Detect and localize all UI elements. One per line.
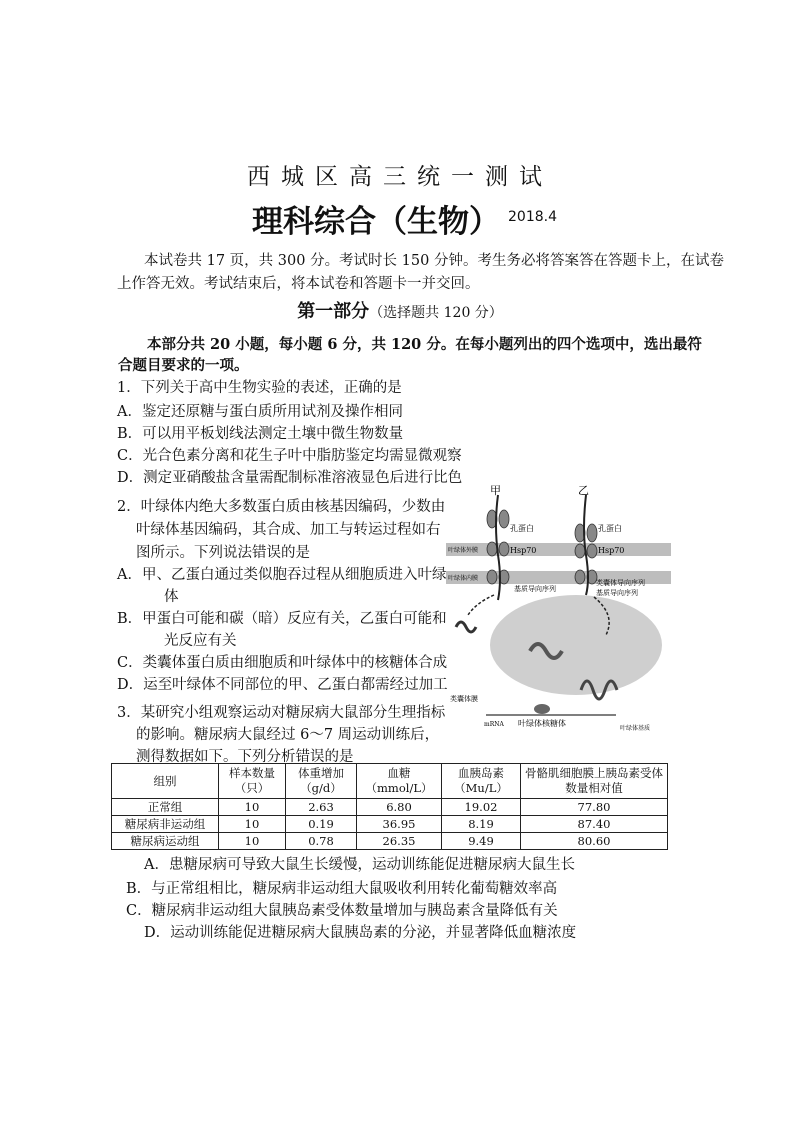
subject-title: 理科综合（生物） (252, 204, 500, 240)
cell: 77.80 (521, 799, 668, 816)
ribosome-shape (534, 704, 550, 714)
cell: 0.19 (286, 816, 357, 833)
folded-protein-1 (456, 622, 476, 632)
q2-option-c: C．类囊体蛋白质由细胞质和叶绿体中的核糖体合成 (117, 655, 448, 671)
part-note: （选择题共 120 分） (369, 305, 503, 321)
q2-option-a-2: 体 (164, 589, 179, 605)
table-header-row (112, 764, 668, 799)
q1-option-a: A．鉴定还原糖与蛋白质所用试剂及操作相同 (117, 404, 403, 420)
table-row (112, 816, 668, 833)
arrow-to-stroma (468, 595, 494, 615)
q1-option-b: B．可以用平板划线法测定土壤中微生物数量 (117, 426, 404, 442)
q1-option-d: D．测定亚硝酸盐含量需配制标准溶液显色后进行比色 (117, 470, 463, 486)
q3-stem-2: 的影响。糖尿病大鼠经过 6～7 周运动训练后， (136, 727, 440, 743)
label-kong-1: 孔蛋白 (510, 524, 534, 533)
cell: 9.49 (442, 833, 521, 850)
q1-stem: 1．下列关于高中生物实验的表述，正确的是 (117, 380, 402, 396)
cell: 6.80 (357, 799, 442, 816)
label-yi: 乙 (578, 485, 589, 497)
cell: 10 (219, 816, 286, 833)
cell: 糖尿病运动组 (112, 833, 219, 850)
q3-option-c: C．糖尿病非运动组大鼠胰岛素受体数量增加与胰岛素含量降低有关 (126, 903, 558, 919)
intro-line-1: 本试卷共 17 页，共 300 分。考试时长 150 分钟。考生务必将答案答在答题卡上，在试卷 (144, 253, 724, 269)
q3-stem-1: 3．某研究小组观察运动对糖尿病大鼠部分生理指标 (117, 705, 446, 721)
q2-option-d: D．运至叶绿体不同部位的甲、乙蛋白都需经过加工 (117, 677, 448, 693)
part-heading (0, 297, 800, 323)
cell: 80.60 (521, 833, 668, 850)
label-signal-3: 基质导向序列 (596, 589, 638, 597)
part-title: 第一部分 (297, 301, 370, 322)
cell: 10 (219, 833, 286, 850)
label-thylakoid-membrane: 类囊体膜 (450, 695, 478, 703)
cell: 正常组 (112, 799, 219, 816)
q2-stem-1: 2．叶绿体内绝大多数蛋白质由核基因编码，少数由 (117, 499, 446, 515)
label-kong-2: 孔蛋白 (598, 524, 622, 533)
cell: 19.02 (442, 799, 521, 816)
table-row (112, 799, 668, 816)
outer-membrane-band (446, 543, 671, 556)
q2-option-b-1: B．甲蛋白可能和碳（暗）反应有关，乙蛋白可能和 (117, 611, 447, 627)
cell: 0.78 (286, 833, 357, 850)
label-hsp-1: Hsp70 (510, 546, 537, 555)
label-mrna: mRNA (484, 721, 504, 728)
label-ribosome: 叶绿体核糖体 (518, 719, 566, 728)
cell: 36.95 (357, 816, 442, 833)
exam-date: 2018.4 (508, 209, 557, 225)
q1-option-c: C．光合色素分离和花生子叶中脂肪鉴定均需显微观察 (117, 448, 462, 464)
chloroplast-diagram (446, 485, 676, 735)
q2-stem-2: 叶绿体基因编码，其合成、加工与转运过程如右 (136, 522, 441, 538)
table-row (112, 833, 668, 850)
q2-option-a-1: A．甲、乙蛋白通过类似胞吞过程从细胞质进入叶绿 (117, 567, 447, 583)
label-signal-1: 基质导向序列 (514, 585, 556, 593)
intro-line-2: 上作答无效。考试结束后，将本试卷和答题卡一并交回。 (117, 276, 480, 292)
header-insulin: 血胰岛素（Mu/L） (442, 764, 521, 799)
header-weight: 体重增加（g/d） (286, 764, 357, 799)
page-title: 西城区高三统一测试 (247, 164, 553, 190)
label-stroma: 叶绿体基质 (620, 725, 651, 732)
q3-option-a: A．患糖尿病可导致大鼠生长缓慢，运动训练能促进糖尿病大鼠生长 (144, 857, 575, 873)
cell: 26.35 (357, 833, 442, 850)
label-jia: 甲 (490, 485, 501, 497)
cell: 糖尿病非运动组 (112, 816, 219, 833)
q3-data-table (111, 763, 668, 850)
cell: 2.63 (286, 799, 357, 816)
thylakoid-blob (490, 595, 662, 695)
label-inner-membrane: 叶绿体内膜 (448, 575, 479, 582)
label-hsp-2: Hsp70 (598, 546, 625, 555)
q3-option-d: D．运动训练能促进糖尿病大鼠胰岛素的分泌，并显著降低血糖浓度 (144, 925, 577, 941)
label-outer-membrane: 叶绿体外膜 (448, 547, 479, 554)
cell: 87.40 (521, 816, 668, 833)
cell: 10 (219, 799, 286, 816)
header-receptor: 骨骼肌细胞膜上胰岛素受体数量相对值 (521, 764, 668, 799)
q2-stem-3: 图所示。下列说法错误的是 (136, 545, 310, 561)
cell: 8.19 (442, 816, 521, 833)
q3-stem-3: 测得数据如下。下列分析错误的是 (136, 749, 354, 765)
label-signal-2: 类囊体导向序列 (596, 579, 645, 587)
header-group: 组别 (112, 764, 219, 799)
part-instruction-1: 本部分共 20 小题，每小题 6 分，共 120 分。在每小题列出的四个选项中，选出最符 (147, 336, 702, 353)
q2-option-b-2: 光反应有关 (164, 633, 237, 649)
part-instruction-2: 合题目要求的一项。 (118, 357, 249, 374)
header-sample: 样本数量（只） (219, 764, 286, 799)
header-glucose: 血糖（mmol/L） (357, 764, 442, 799)
q3-option-b: B．与正常组相比，糖尿病非运动组大鼠吸收利用转化葡萄糖效率高 (126, 881, 558, 897)
